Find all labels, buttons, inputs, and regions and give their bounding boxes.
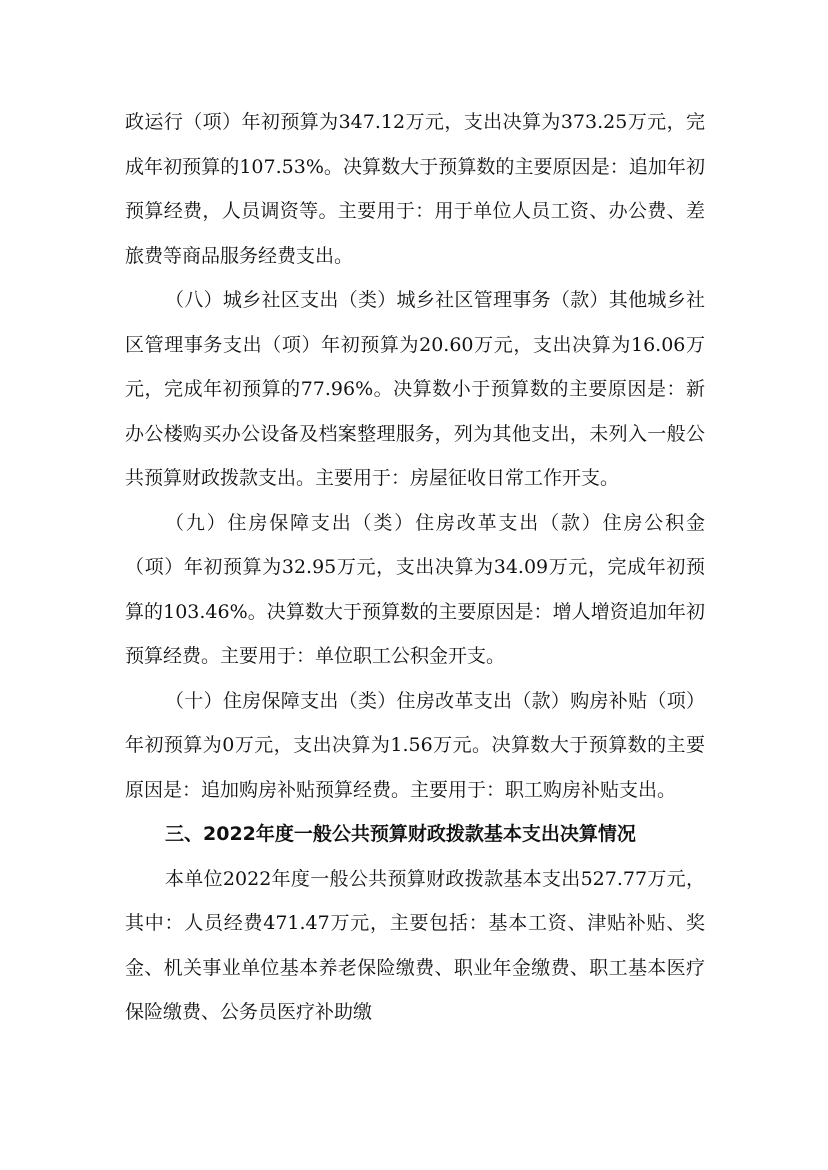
paragraph-urban-rural-community: （八）城乡社区支出（类）城乡社区管理事务（款）其他城乡社区管理事务支出（项）年初预算为20.60万元，支出决算为16.06万元，完成年初预算的77.96%。决算数小于预算数的主要原因是：新办公楼购买办公设备及档案整理服务，列为其他支出，未列入一般公共预算财政拨款支出。主要用于：房屋征收日常工作开支。 [125, 289, 705, 489]
paragraph-administration-expense: 政运行（项）年初预算为347.12万元，支出决算为373.25万元，完成年初预算的107.53%。决算数大于预算数的主要原因是：追加年初预算经费，人员调资等。主要用于：用于单位人员工资、办公费、差旅费等商品服务经费支出。 [125, 111, 705, 267]
section-heading: 三、2022年度一般公共预算财政拨款基本支出决算情况 [165, 823, 636, 845]
paragraph-housing-provident-fund: （九）住房保障支出（类）住房改革支出（款）住房公积金（项）年初预算为32.95万元，支出决算为34.09万元，完成年初预算的103.46%。决算数大于预算数的主要原因是：增人增资追加年初预算经费。主要用于：单位职工公积金开支。 [125, 511, 705, 667]
paragraph-housing-subsidy: （十）住房保障支出（类）住房改革支出（款）购房补贴（项）年初预算为0万元，支出决算为1.56万元。决算数大于预算数的主要原因是：追加购房补贴预算经费。主要用于：职工购房补贴支出。 [125, 689, 705, 801]
document-body [125, 100, 705, 1035]
paragraph-basic-expenditure: 本单位2022年度一般公共预算财政拨款基本支出527.77万元，其中：人员经费471.47万元，主要包括：基本工资、津贴补贴、奖金、机关事业单位基本养老保险缴费、职业年金缴费、职工基本医疗保险缴费、公务员医疗补助缴 [125, 867, 705, 1023]
